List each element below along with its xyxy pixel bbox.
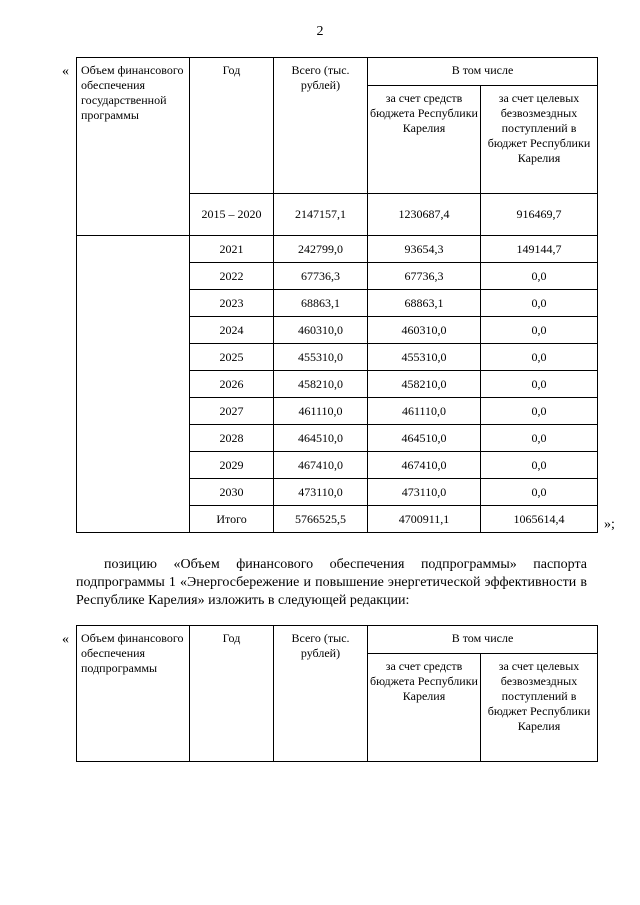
header-budget-funds: за счет средств бюджета Республики Карелия: [368, 86, 481, 194]
cell-year: 2028: [190, 425, 274, 452]
empty-cell: [77, 479, 190, 506]
cell-total: 2147157,1: [274, 194, 368, 236]
cell-targeted: 0,0: [481, 317, 598, 344]
cell-targeted: 0,0: [481, 479, 598, 506]
cell-targeted: 916469,7: [481, 194, 598, 236]
empty-cell: [77, 236, 190, 263]
cell-total: 460310,0: [274, 317, 368, 344]
table-row: [77, 479, 598, 506]
header-budget-funds: за счет средств бюджета Республики Карелия: [368, 654, 481, 762]
empty-cell: [77, 290, 190, 317]
cell-year: 2021: [190, 236, 274, 263]
cell-year: 2030: [190, 479, 274, 506]
financing-table-program: [76, 57, 598, 533]
header-including: В том числе: [368, 626, 598, 654]
cell-total: 67736,3: [274, 263, 368, 290]
table-label-cell: Объем финансового обеспечения государственной программы: [77, 58, 190, 236]
cell-year: 2023: [190, 290, 274, 317]
cell-budget: 458210,0: [368, 371, 481, 398]
opening-quote: «: [62, 64, 69, 79]
table-row: [77, 371, 598, 398]
table-row: [77, 425, 598, 452]
cell-budget: 68863,1: [368, 290, 481, 317]
empty-cell: [77, 506, 190, 533]
table-row: [77, 398, 598, 425]
cell-budget: 67736,3: [368, 263, 481, 290]
cell-total: 455310,0: [274, 344, 368, 371]
cell-year: 2026: [190, 371, 274, 398]
empty-cell: [77, 425, 190, 452]
cell-targeted: 0,0: [481, 425, 598, 452]
cell-total: 461110,0: [274, 398, 368, 425]
empty-cell: [77, 371, 190, 398]
cell-year: 2015 – 2020: [190, 194, 274, 236]
opening-quote: «: [62, 632, 69, 647]
cell-budget: 460310,0: [368, 317, 481, 344]
financing-table-subprogram: [76, 625, 598, 762]
cell-year: 2022: [190, 263, 274, 290]
page-number: 2: [316, 24, 324, 39]
cell-total: 467410,0: [274, 452, 368, 479]
cell-targeted: 0,0: [481, 290, 598, 317]
table-row: [77, 344, 598, 371]
empty-cell: [77, 344, 190, 371]
cell-budget: 473110,0: [368, 479, 481, 506]
table-row: [77, 236, 598, 263]
cell-year: 2029: [190, 452, 274, 479]
table-row-total: [77, 506, 598, 533]
cell-targeted: 149144,7: [481, 236, 598, 263]
cell-year: Итого: [190, 506, 274, 533]
cell-budget: 93654,3: [368, 236, 481, 263]
cell-targeted: 0,0: [481, 452, 598, 479]
closing-quote: »;: [604, 517, 615, 532]
cell-targeted: 1065614,4: [481, 506, 598, 533]
cell-total: 68863,1: [274, 290, 368, 317]
cell-total: 5766525,5: [274, 506, 368, 533]
header-total: Всего (тыс. рублей): [274, 626, 368, 762]
table-row: [77, 452, 598, 479]
cell-targeted: 0,0: [481, 371, 598, 398]
cell-targeted: 0,0: [481, 398, 598, 425]
header-total: Всего (тыс. рублей): [274, 58, 368, 194]
cell-budget: 467410,0: [368, 452, 481, 479]
cell-budget: 1230687,4: [368, 194, 481, 236]
header-targeted-receipts: за счет целевых безвозмездных поступлений в бюджет Республики Карелия: [481, 654, 598, 762]
paragraph-text: позицию «Объем финансового обеспечения подпрограммы» паспорта подпрограммы 1 «Энергосбережение и повышение энергетической эффективности в Республике Карелия» изложить в следующей редакции:: [76, 557, 587, 608]
header-including: В том числе: [368, 58, 598, 86]
amendment-paragraph: [76, 556, 587, 610]
table-row: [77, 290, 598, 317]
cell-total: 464510,0: [274, 425, 368, 452]
cell-total: 473110,0: [274, 479, 368, 506]
cell-targeted: 0,0: [481, 344, 598, 371]
empty-cell: [77, 452, 190, 479]
table-row: [77, 263, 598, 290]
cell-total: 242799,0: [274, 236, 368, 263]
empty-cell: [77, 317, 190, 344]
cell-budget: 455310,0: [368, 344, 481, 371]
cell-year: 2025: [190, 344, 274, 371]
cell-budget: 464510,0: [368, 425, 481, 452]
cell-budget: 4700911,1: [368, 506, 481, 533]
cell-total: 458210,0: [274, 371, 368, 398]
cell-year: 2024: [190, 317, 274, 344]
cell-budget: 461110,0: [368, 398, 481, 425]
cell-year: 2027: [190, 398, 274, 425]
table-label-cell: Объем финансового обеспечения подпрограммы: [77, 626, 190, 762]
cell-targeted: 0,0: [481, 263, 598, 290]
header-targeted-receipts: за счет целевых безвозмездных поступлений в бюджет Республики Карелия: [481, 86, 598, 194]
header-year: Год: [190, 626, 274, 762]
empty-cell: [77, 398, 190, 425]
empty-cell: [77, 263, 190, 290]
header-year: Год: [190, 58, 274, 194]
table-row: [77, 317, 598, 344]
